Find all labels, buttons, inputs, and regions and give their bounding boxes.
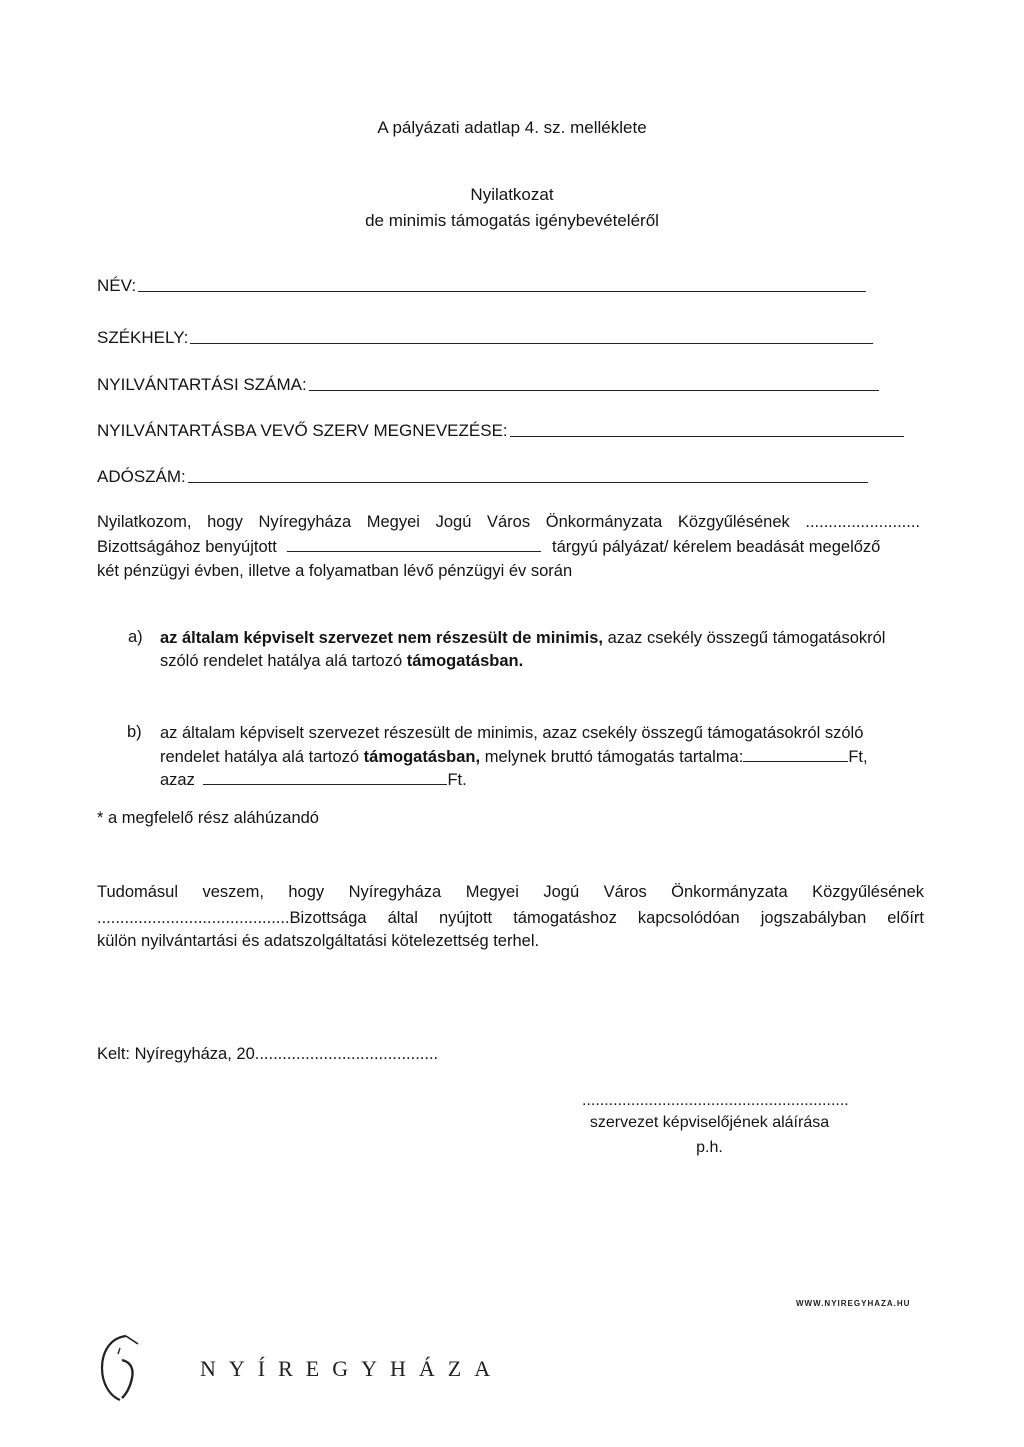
- subject-line[interactable]: [287, 550, 541, 552]
- seat-line[interactable]: [190, 343, 873, 344]
- brand-wordmark: NYÍREGYHÁZA: [200, 1356, 504, 1381]
- acknowledgement-line-3: külön nyilvántartási és adatszolgáltatási kötelezettség terhel.: [97, 932, 540, 950]
- declaration-subject-text: tárgyú pályázat/ kérelem beadását megelőző: [551, 538, 881, 556]
- acknowledgement-line-2: ..........................................Bizottsága által nyújtott támogatáshoz kapcsolódóan jogszabályban előírt: [97, 909, 924, 927]
- option-a-line-1[interactable]: [160, 628, 924, 649]
- annex-title: A pályázati adatlap 4. sz. melléklete: [377, 118, 647, 137]
- declaration-committee-text: Bizottságához benyújtott: [97, 538, 277, 556]
- tax-number-field[interactable]: [97, 467, 868, 487]
- seat-label: SZÉKHELY:: [97, 328, 189, 347]
- option-a-line-2: [160, 651, 523, 672]
- option-a-bold-text: az általam képviselt szervezet nem részesült de minimis,: [160, 629, 603, 647]
- option-b-amount-label: melynek bruttó támogatás tartalma:: [484, 748, 744, 766]
- gross-amount-line[interactable]: [743, 760, 848, 762]
- declaration-line-3: két pénzügyi évben, illetve a folyamatban lévő pénzügyi év során: [97, 562, 573, 580]
- registering-body-field[interactable]: [97, 421, 904, 441]
- website-text: WWW.NYIREGYHAZA.HU: [796, 1299, 911, 1308]
- option-b-line-3: [160, 770, 467, 791]
- name-label: NÉV:: [97, 276, 137, 295]
- name-field[interactable]: [97, 276, 866, 296]
- option-b-bold-text: támogatásban,: [363, 748, 481, 766]
- footnote: * a megfelelő rész aláhúzandó: [97, 809, 319, 827]
- tax-number-line[interactable]: [188, 482, 868, 483]
- option-a-text: azaz csekély összegű támogatásokról: [607, 629, 886, 647]
- registration-number-line[interactable]: [309, 390, 879, 391]
- registration-number-field[interactable]: [97, 375, 879, 395]
- registering-body-line[interactable]: [510, 436, 904, 437]
- acknowledgement-line-1: Tudomásul veszem, hogy Nyíregyháza Megyei Jogú Város Önkormányzata Közgyűlésének: [97, 883, 924, 901]
- document-subtitle: de minimis támogatás igénybevételéről: [365, 211, 659, 230]
- seat-field[interactable]: [97, 328, 873, 348]
- option-b-marker: b): [127, 723, 142, 741]
- option-b-azaz: azaz: [160, 771, 195, 789]
- nyiregyhaza-logo-icon: [100, 1330, 144, 1404]
- stamp-label: p.h.: [696, 1139, 723, 1156]
- signature-label: szervezet képviselőjének aláírása: [589, 1114, 830, 1131]
- document-title: Nyilatkozat: [470, 185, 554, 204]
- signature-dots[interactable]: ............................................................: [582, 1092, 849, 1109]
- option-b-ft-2: Ft.: [447, 771, 467, 789]
- registration-number-label: NYILVÁNTARTÁSI SZÁMA:: [97, 375, 307, 394]
- tax-number-label: ADÓSZÁM:: [97, 467, 186, 486]
- option-a-marker: a): [128, 628, 143, 646]
- date-line[interactable]: Kelt: Nyíregyháza, 20........................................: [97, 1045, 439, 1063]
- name-line[interactable]: [138, 291, 866, 292]
- option-b-ft-1: Ft,: [848, 748, 868, 766]
- declaration-line-2: [97, 537, 920, 558]
- option-b-line-1[interactable]: az általam képviselt szervezet részesült de minimis, azaz csekély összegű támogatásokról szóló: [160, 724, 864, 742]
- option-b-text: rendelet hatálya alá tartozó: [160, 748, 360, 766]
- registering-body-label: NYILVÁNTARTÁSBA VEVŐ SZERV MEGNEVEZÉSE:: [97, 421, 508, 440]
- amount-in-words-line[interactable]: [203, 783, 447, 785]
- declaration-line-1: Nyilatkozom, hogy Nyíregyháza Megyei Jogú Város Önkormányzata Közgyűlésének .........................: [97, 513, 920, 531]
- option-b-line-2: [160, 747, 868, 768]
- option-a-bold-text-2: támogatásban.: [406, 652, 524, 670]
- option-a-text-2: szóló rendelet hatálya alá tartozó: [160, 652, 403, 670]
